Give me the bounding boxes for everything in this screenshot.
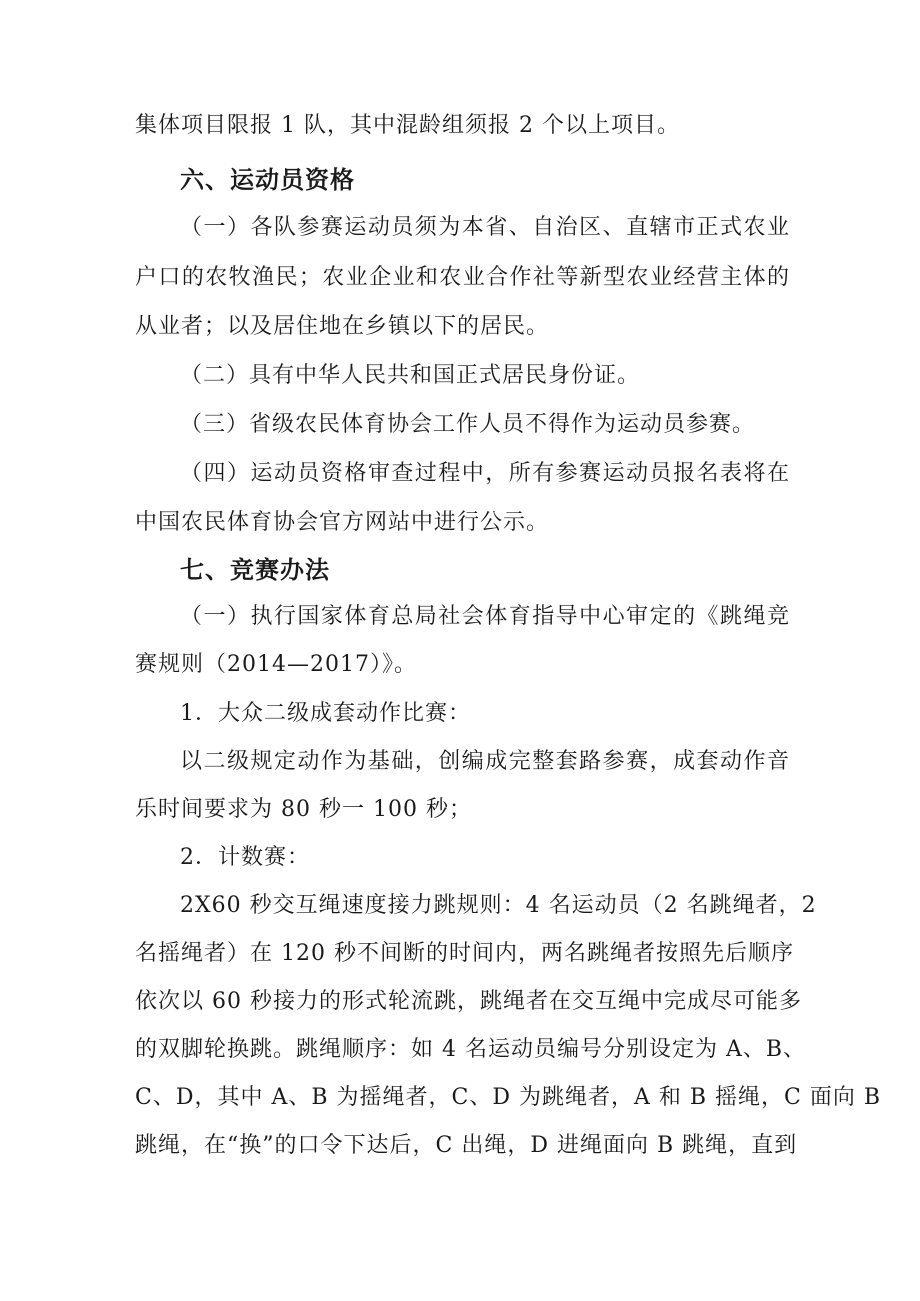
- paragraph-line: （一）执行国家体育总局社会体育指导中心审定的《跳绳竞: [180, 604, 790, 629]
- section-heading-competition-method: 七、竞赛办法: [180, 556, 330, 584]
- paragraph-line: 2X60 秒交互绳速度接力跳规则：4 名运动员（2 名跳绳者，2: [180, 893, 817, 918]
- paragraph-line: 以二级规定动作为基础，创编成完整套路参赛，成套动作音: [180, 749, 790, 774]
- paragraph-line: 跳绳，在“换”的口令下达后，C 出绳，D 进绳面向 B 跳绳，直到: [135, 1133, 798, 1158]
- paragraph-line: 名摇绳者）在 120 秒不间断的时间内，两名跳绳者按照先后顺序: [135, 941, 794, 966]
- paragraph-line: （四）运动员资格审查过程中，所有参赛运动员报名表将在: [180, 461, 790, 486]
- section-heading-athlete-eligibility: 六、运动员资格: [180, 166, 355, 194]
- paragraph-line: 的双脚轮换跳。跳绳顺序：如 4 名运动员编号分别设定为 A、B、: [135, 1037, 807, 1062]
- paragraph-line: 2．计数赛：: [180, 845, 310, 870]
- paragraph-line: （三）省级农民体育协会工作人员不得作为运动员参赛。: [180, 412, 756, 437]
- paragraph-line: 从业者；以及居住地在乡镇以下的居民。: [135, 314, 550, 339]
- paragraph-line: （一）各队参赛运动员须为本省、自治区、直辖市正式农业: [180, 215, 790, 240]
- paragraph-line: 集体项目限报 1 队，其中混龄组须报 2 个以上项目。: [135, 113, 680, 138]
- paragraph-line: 乐时间要求为 80 秒一 100 秒；: [135, 797, 472, 822]
- paragraph-line: C、D，其中 A、B 为摇绳者，C、D 为跳绳者，A 和 B 摇绳，C 面向 B: [135, 1085, 881, 1110]
- paragraph-line: 赛规则（2014—2017）》。: [135, 652, 417, 677]
- paragraph-line: 中国农民体育协会官方网站中进行公示。: [135, 510, 550, 535]
- paragraph-line: （二）具有中华人民共和国正式居民身份证。: [180, 363, 641, 388]
- paragraph-line: 依次以 60 秒接力的形式轮流跳，跳绳者在交互绳中完成尽可能多: [135, 989, 802, 1014]
- paragraph-line: 户口的农牧渔民；农业企业和农业合作社等新型农业经营主体的: [135, 265, 790, 290]
- paragraph-line: 1．大众二级成套动作比赛：: [180, 701, 471, 726]
